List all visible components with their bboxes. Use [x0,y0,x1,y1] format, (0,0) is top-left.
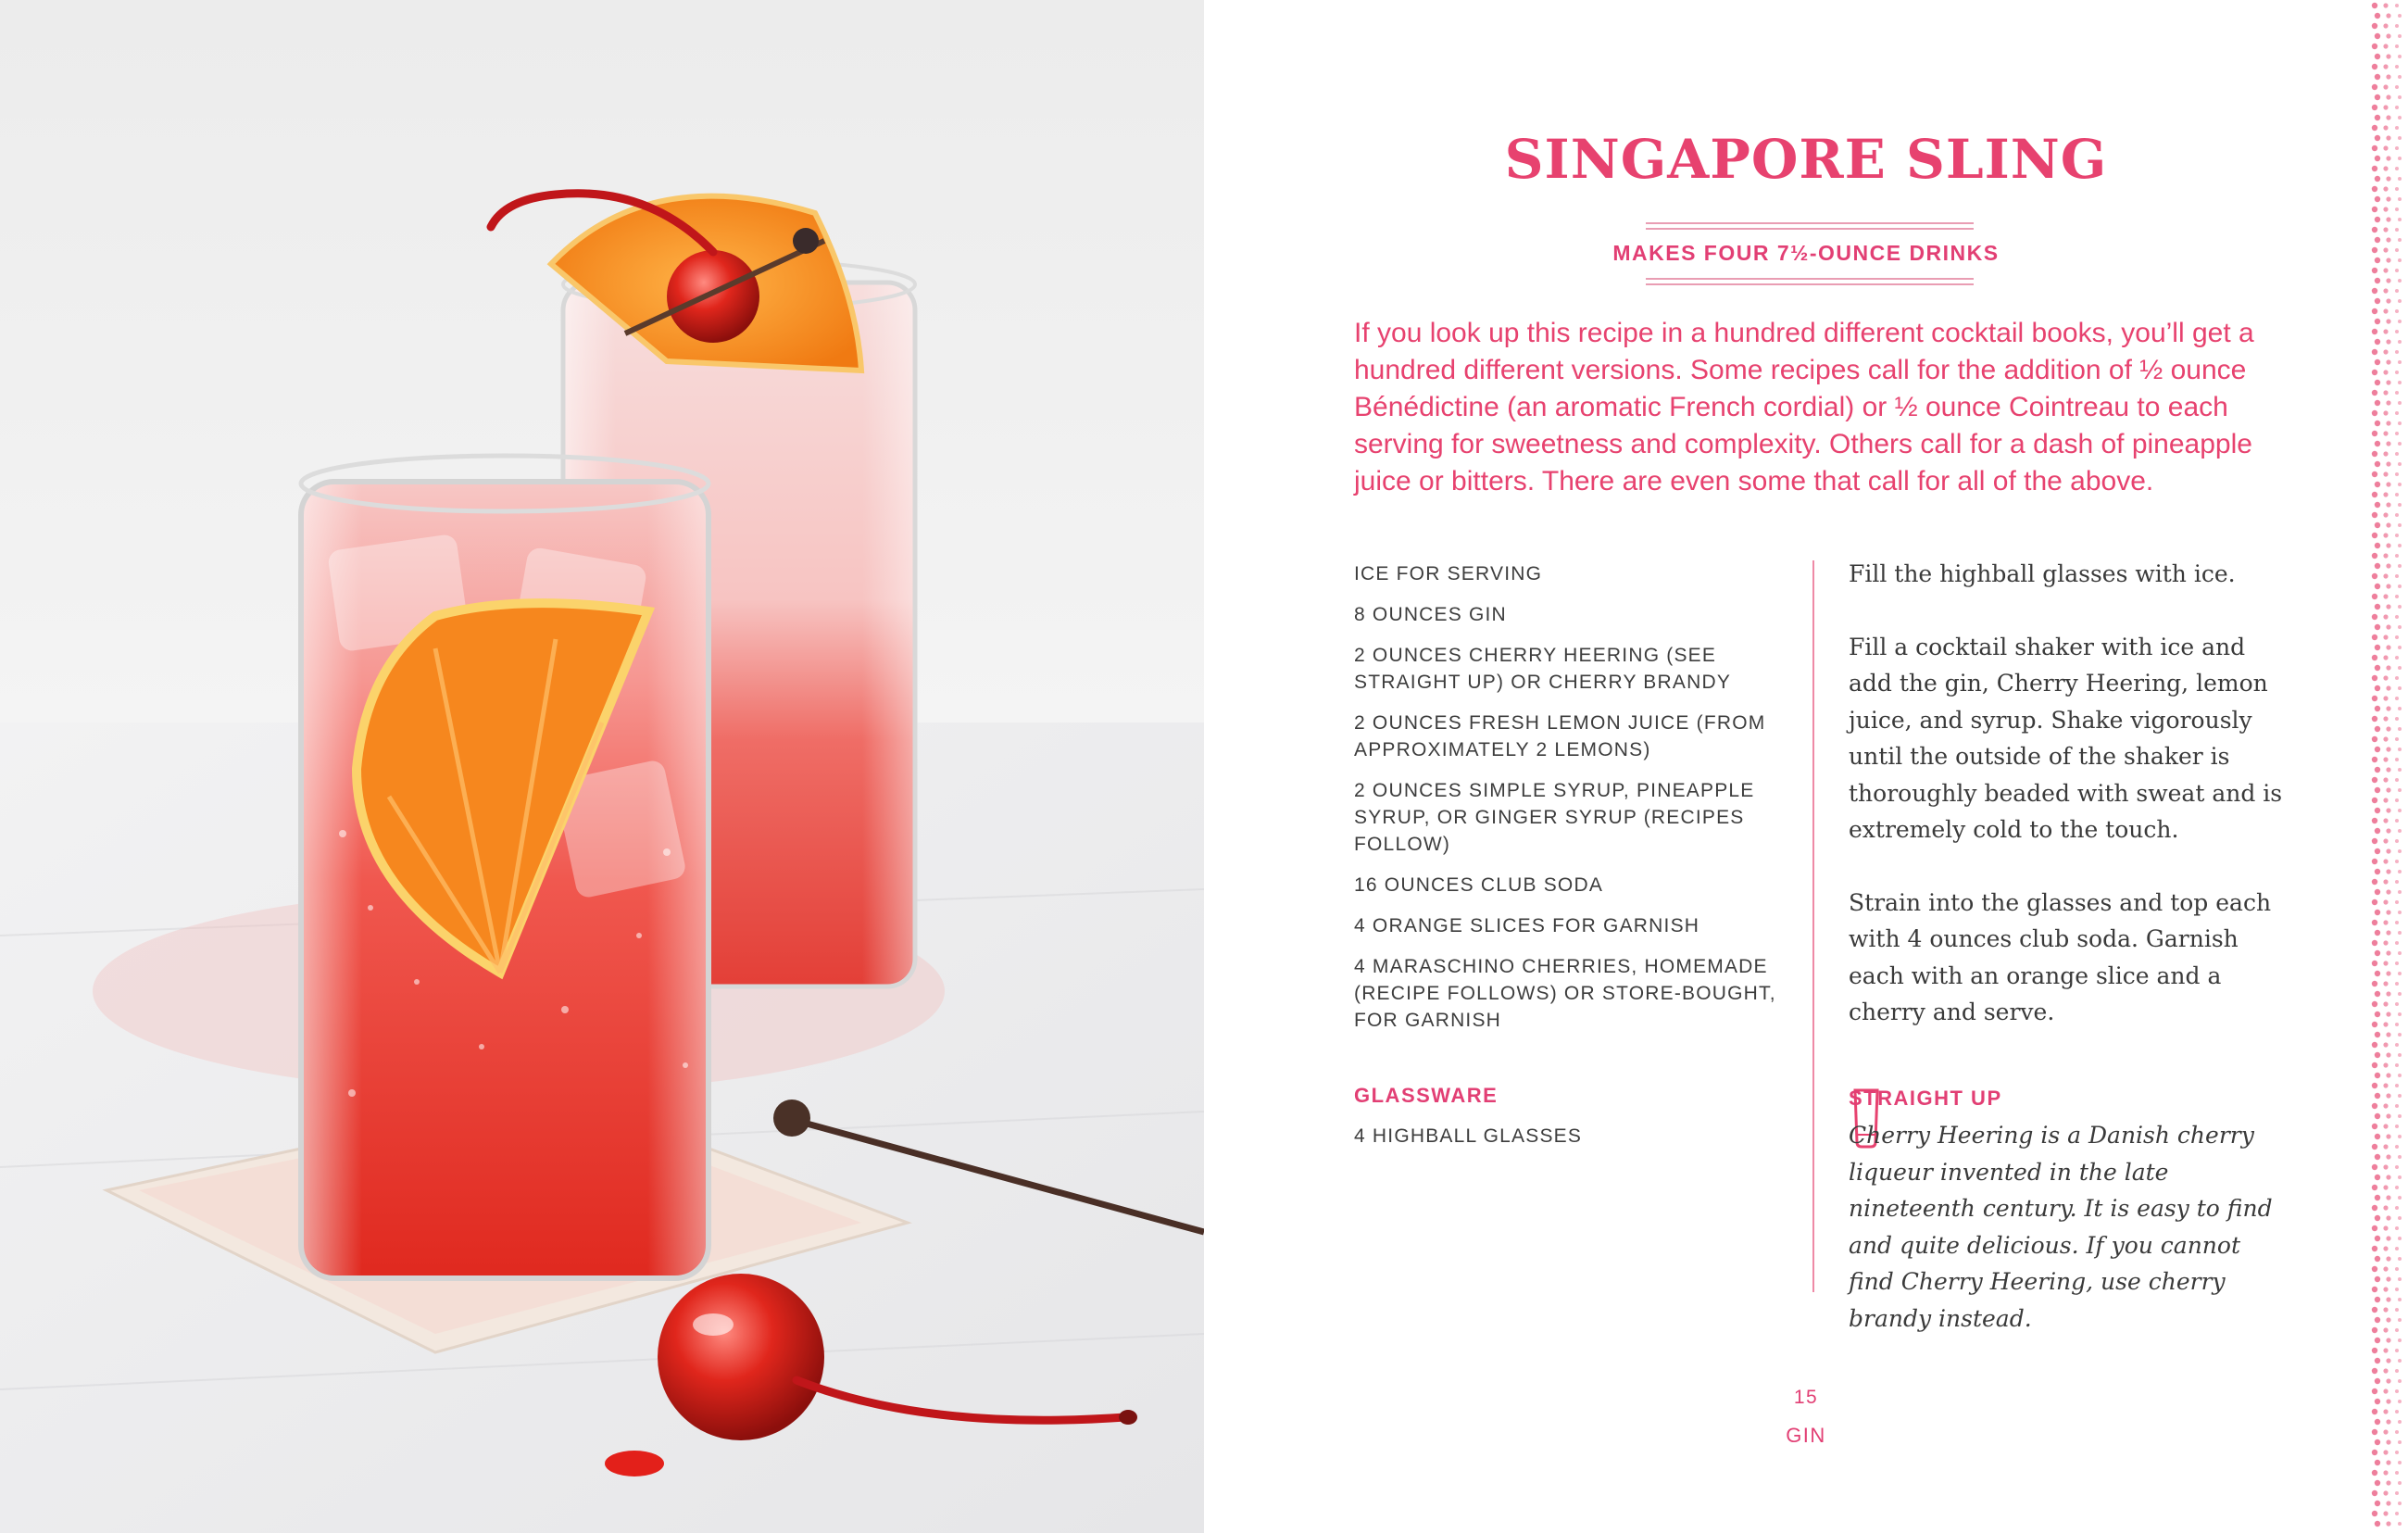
ingredient-item: 2 OUNCES SIMPLE SYRUP, PINEAPPLE SYRUP, OR GINGER SYRUP (RECIPES FOLLOW) [1354,780,1755,855]
recipe-intro: If you look up this recipe in a hundred different cocktail books, you’ll get a hundred different versions. Some recipes call for the addition of ½ ounce Bénédictine (an aromatic French cordial) or ½ ounce Cointreau to each serving for sweetness and complexity. Others call for a dash of pineapple juice or bitters. There are even some that call for all of the above. [1354,318,2254,496]
yield-rule-bottom [1646,278,1974,280]
yield-rule-bottom-2 [1646,283,1974,285]
ingredient-item: ICE FOR SERVING [1354,563,1543,584]
method-step: Fill the highball glasses with ice. [1849,560,2236,587]
ingredient-item: 2 OUNCES CHERRY HEERING (SEE STRAIGHT UP) OR CHERRY BRANDY [1354,645,1732,693]
ingredient-item: 4 MARASCHINO CHERRIES, HOMEMADE (RECIPE FOLLOWS) OR STORE-BOUGHT, FOR GARNISH [1354,956,1776,1031]
recipe-title: SINGAPORE SLING [1504,128,2108,191]
yield-text: MAKES FOUR 7½-OUNCE DRINKS [1612,241,2000,265]
ingredient-list [1354,560,1799,1048]
straight-up-heading: STRAIGHT UP [1849,1087,2002,1110]
glassware-heading: GLASSWARE [1354,1084,1499,1107]
ingredient-item: 2 OUNCES FRESH LEMON JUICE (FROM APPROXIMATELY 2 LEMONS) [1354,712,1766,760]
method-step: Fill a cocktail shaker with ice and add the gin, Cherry Heering, lemon juice, and syrup. Shake vigorously until the outside of the shaker is thoroughly beaded with sweat and is extremely cold to the touch. [1849,633,2283,843]
method-step: Strain into the glasses and top each with 4 ounces club soda. Garnish each with an orange slice and a cherry and serve. [1849,888,2272,1025]
ingredient-item: 16 OUNCES CLUB SODA [1354,874,1604,896]
ingredient-item: 4 ORANGE SLICES FOR GARNISH [1354,915,1700,936]
section-name: GIN [1786,1424,1826,1447]
yield-rule-top-2 [1646,228,1974,230]
yield-rule-top [1646,222,1974,224]
method-steps [1849,556,2284,1067]
glassware-value: 4 HIGHBALL GLASSES [1354,1125,1583,1147]
straight-up-note: Cherry Heering is a Danish cherry liqueur invented in the late nineteenth century. It is easy to find and quite delicious. If you cannot find Cherry Heering, use cherry brandy instead. [1849,1122,2273,1332]
recipe-page [1204,0,2408,1533]
column-divider [1812,560,1814,1292]
ingredient-item: 8 OUNCES GIN [1354,604,1507,625]
page-number: 15 [1793,1387,1819,1408]
dotted-edge-border [2367,0,2408,1533]
